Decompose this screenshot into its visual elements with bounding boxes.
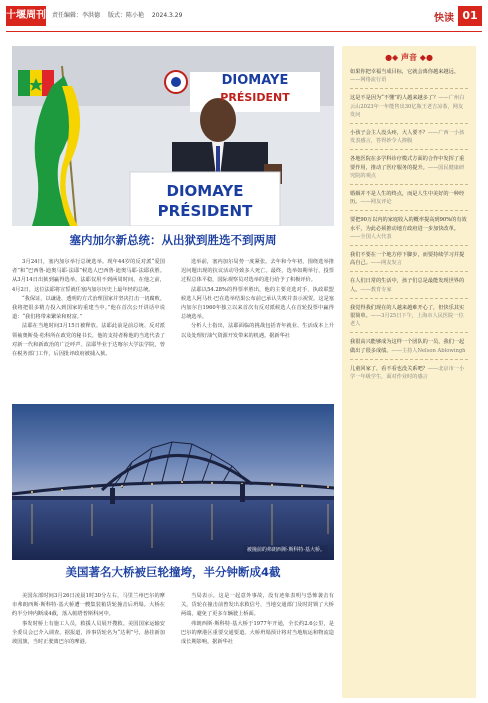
- voice-quote: 要把90万以内的家庭收入的概率提高到90%的有效水平，为此必须推动地方政府进一步加快改革。: [350, 217, 467, 232]
- voice-quote: 儿童回家了，看不看也没关系吧？: [350, 365, 428, 372]
- main-content: [12, 46, 334, 696]
- voice-quote: 我觉得我们现在的人越来越难开心了，但快乐其实很简单。: [350, 304, 465, 320]
- voice-item: [350, 190, 468, 206]
- voice-divider: [350, 245, 468, 247]
- voice-item: [350, 216, 468, 241]
- article1-paragraph: 3月24日，塞内加尔举行总统选举。现年44岁的反对派“爱国者”和“巴西鲁·迪奥马耶·法耶”候选人巴西鲁·迪奥马耶·法耶获胜。从3月14日出狱到赢得选举，法耶仅用不到两周时间。在他之前，4月2日，这位法耶将宣誓就任塞内加尔历史上最年轻的总统。: [12, 259, 165, 293]
- editor-credit: 责任编辑：李洪德: [52, 12, 101, 19]
- article1-paragraph: 分析人士指出，法耶面临的挑战包括青年就业、生活成本上升以及处理好油气资源开发带来的机遇。据新华社: [181, 323, 334, 339]
- voice-divider: [350, 149, 468, 151]
- voice-item: [350, 365, 468, 381]
- voice-item: [350, 304, 468, 329]
- voice-divider: [350, 359, 468, 361]
- article1-body: [12, 258, 334, 400]
- voice-divider: [350, 298, 468, 300]
- voice-source: ——全国人大代表: [350, 233, 392, 240]
- voice-divider: [350, 332, 468, 334]
- voice-source: ——教育专家: [360, 286, 392, 293]
- article1-col-right: [181, 258, 334, 341]
- voices-header: [342, 52, 476, 63]
- voice-item: [350, 68, 468, 84]
- voice-quote: 我很高兴能够成为这样一个团队的一员，我们一起做出了很多成绩。: [350, 339, 465, 354]
- voices-title: 声音: [401, 53, 417, 62]
- voice-quote: 各地医院在多学科诊疗模式方面的合作中发挥了重要作用，推动了医疗服务的提升。: [350, 156, 465, 171]
- article2-col-left: [12, 592, 165, 647]
- voices-sidebar: [342, 46, 476, 698]
- voice-quote: 这是不是因为“不懂”的人越来越多了？: [350, 95, 439, 102]
- voices-decor-right-icon: ◆●: [419, 53, 433, 62]
- article2-paragraph: 事发时桥上有施工人员，救援人员展开搜救。美国国家运输安全委员会已介入调查。据报道，涉事货轮名为“达利”号，悬挂新加坡国旗，当时正驶离巴尔的摩港。: [12, 620, 165, 646]
- voice-item: [350, 338, 468, 354]
- voice-divider: [350, 210, 468, 212]
- voice-source: ——北京市一小学一年级学生，面对作业时的感言: [350, 365, 465, 381]
- voice-quote: 婚姻并不是人生的终点，而是人生中美好的一种经历。: [350, 191, 465, 206]
- voice-source: ——3月25日下午，上海市人民医院一位老人: [350, 313, 464, 328]
- article1-paragraph: 法耶在当地时间3月15日被释放。法耶此前是前总统、反对派领袖奥斯曼·松科所在政党的秘书长，他的支持者称他的当选代表了对新一代和新政治的广泛呼声。法耶毕业于达喀尔大学法学院，曾在税务部门工作，后因批评政府被捕入狱。: [12, 323, 165, 358]
- masthead-divider: [6, 31, 482, 32]
- voice-divider: [350, 123, 468, 125]
- article1-col-left: [12, 258, 165, 359]
- section-title: 快读: [434, 13, 454, 24]
- article2-paragraph: 美国东部时间3月26日凌晨1时30分左右，马里兰州巴尔的摩市弗朗西斯·斯科特·基大桥遭一艘集装箱货轮撞击后坍塌。大桥在约半分钟内断成4截，落入帕塔普斯科河中。: [12, 593, 165, 618]
- voice-item: [350, 251, 468, 267]
- voice-source: ——广西一小孩发表感言，答得妙令人捧腹: [350, 130, 465, 145]
- article1-headline: 塞内加尔新总统：从出狱到胜选不到两周: [69, 233, 277, 247]
- voice-source: ——网友评论: [360, 199, 392, 206]
- voice-source: ——主持人Nelson Ablowingh: [391, 347, 466, 354]
- newspaper-logo: 十堰周刊: [6, 6, 46, 26]
- issue-meta: [52, 10, 188, 19]
- voice-item: [350, 94, 468, 119]
- article2-col-right: [181, 592, 334, 647]
- voice-divider: [350, 184, 468, 186]
- voice-source: ——网友发言: [370, 260, 402, 267]
- voice-quote: 在人们日常的生活中，孩子们总是最能发现世界的人。: [350, 278, 465, 293]
- voice-item: [350, 129, 468, 145]
- senegal-president-photo: [12, 46, 334, 226]
- page-number: 01: [458, 6, 482, 26]
- key-bridge-photo: [12, 404, 334, 560]
- article1-paragraph: 法耶以54.28%的得票率胜出，他的主要竞选对手、执政联盟候选人阿马杜·巴在选举结果公布前已承认失败并表示祝贺。这是塞内加尔自1960年独立以来首次有反对派候选人在首轮投票中赢得总统选举。: [181, 286, 334, 321]
- voice-divider: [350, 88, 468, 90]
- article2-paragraph: 弗朗西斯·斯科特·基大桥于1977年开通，全长约2.6公里，是巴尔的摩港区重要交通要道。大桥坍塌预计将对当地航运和物流造成长期影响。据新华社: [181, 620, 334, 646]
- voice-quote: 如果你把幸福当成目标，它就会离你越来越远。: [350, 69, 459, 75]
- voice-item: [350, 155, 468, 180]
- voice-quote: 小孩子会主人没头疼，大人要不？: [350, 130, 428, 137]
- designer-credit: 版式：陈小艳: [107, 12, 144, 19]
- voices-list: [350, 68, 468, 381]
- article2-headline: 美国著名大桥被巨轮撞垮，半分钟断成4截: [65, 565, 281, 579]
- voices-decor-left-icon: ●◆: [385, 53, 399, 62]
- masthead: [0, 0, 488, 36]
- bridge-photo-caption: 被撞前的弗朗西斯·斯科特·基大桥。: [244, 545, 328, 554]
- voice-source: ——国民健康研究院的观点: [350, 164, 465, 179]
- voice-source: ——广州白云山2023年一年能售出30亿瓶王老吉凉茶，网友发问: [350, 95, 465, 118]
- article1-paragraph: 选举前，塞内加尔局势一度紧张。去年和今年初，围绕选举推迟问题出现的抗议活动导致多人死亡。最终，选举如期举行，投票过程总体平稳，国际观察员对选举的进行给予了积极评价。: [181, 259, 334, 284]
- bridge-night-illustration: [12, 404, 334, 560]
- article1-paragraph: “我保证，以谦逊、透明的方式治理国家并坚决打击一切腐败。我将把很多精力投入到国家的重建当中。”他在首次公开讲话中说道：“我们将带来繁荣和财富。”: [12, 295, 165, 321]
- voice-item: [350, 277, 468, 293]
- voice-source: ——网络流行语: [350, 77, 387, 84]
- podium-sign-name: DIOMAYE: [166, 182, 244, 200]
- photo-sign-top: DIOMAYE: [221, 73, 289, 88]
- voice-divider: [350, 271, 468, 273]
- podium-sign-title: PRÉSIDENT: [157, 202, 253, 220]
- photo-sign-top-sub: PRÉSIDENT: [220, 91, 290, 104]
- article2-body: [12, 592, 334, 702]
- article2-paragraph: 当局表示，这是一起意外事故，没有迹象表明与恐怖袭击有关。货轮在撞击前曾发出求救信号，当地交通部门及时封锁了大桥两端，避免了更多车辆驶上桥面。: [181, 593, 334, 618]
- issue-date: 2024.3.29: [151, 12, 183, 19]
- voice-quote: 我们不要在一个地方停下脚步，而要持续学习并提高自己。: [350, 252, 465, 267]
